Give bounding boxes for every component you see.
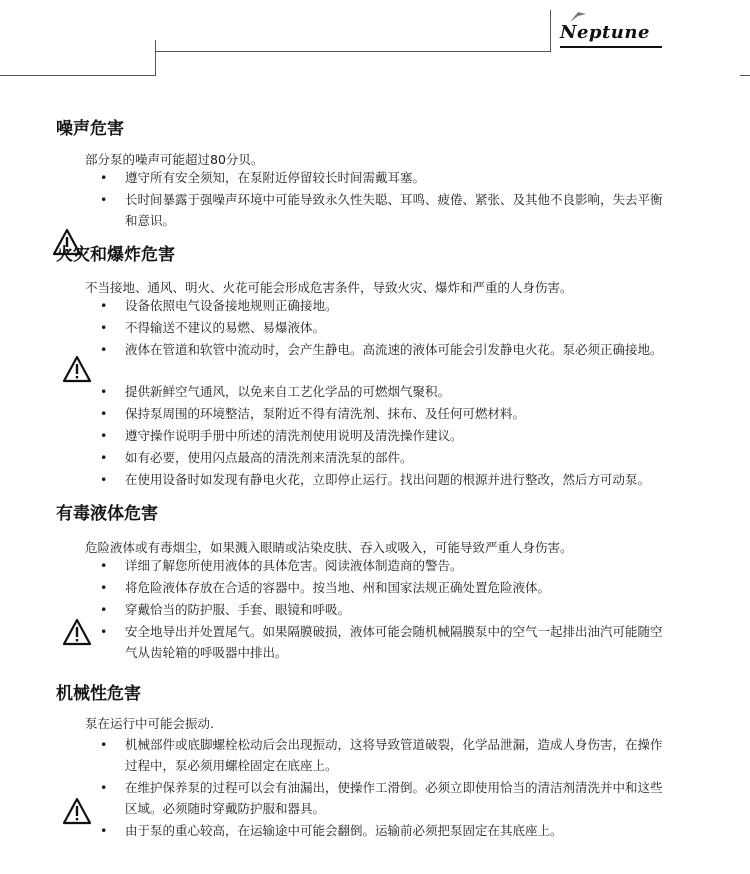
list-item: • 在使用设备时如发现有静电火花，立即停止运行。找出问题的根源并进行整改，然后方可动泵。: [100, 469, 670, 490]
list-item: • 机械部件或底脚螺栓松动后会出现振动，这将导致管道破裂，化学品泄漏，造成人身伤害，在操作过程中，泵必须用螺栓固定在底座上。: [100, 734, 670, 776]
list-item: • 保持泵周围的环境整洁，泵附近不得有清洗剂、抹布、及任何可燃材料。: [100, 403, 670, 424]
list-item: • 液体在管道和软管中流动时，会产生静电。高流速的液体可能会引发静电火花。泵必须正确接地。: [100, 339, 670, 360]
section-title-mechanical: 机械性危害: [56, 684, 141, 704]
bullet-dot: •: [100, 320, 108, 335]
list-item: • 由于泵的重心较高，在运输途中可能会翻倒。运输前必须把泵固定在其底座上。: [100, 820, 670, 841]
brand-logo: Neptune: [560, 22, 650, 43]
bullet-dot: •: [100, 342, 108, 357]
bullet-dot: •: [100, 780, 108, 795]
bullet-dot: •: [100, 823, 108, 838]
list-item: • 不得输送不建议的易燃、易爆液体。: [100, 317, 670, 338]
bullet-dot: •: [100, 602, 108, 617]
list-item: • 提供新鲜空气通风，以免来自工艺化学品的可燃烟气聚积。: [100, 381, 670, 402]
warning-triangle-icon: [62, 618, 92, 646]
section-intro-noise: 部分泵的噪声可能超过80分贝。: [85, 152, 264, 167]
list-item: • 长时间暴露于强噪声环境中可能导致永久性失聪、耳鸣、疲倦、紧张、及其他不良影响，失去平衡和意识。: [100, 189, 670, 231]
list-item: • 遵守所有安全须知，在泵附近停留较长时间需戴耳塞。: [100, 167, 670, 188]
bullet-dot: •: [100, 558, 108, 573]
header-rule-divider-right: [550, 10, 551, 52]
bullet-dot: •: [100, 406, 108, 421]
bullet-dot: •: [100, 192, 108, 207]
list-item: • 在维护保养泵的过程可以会有油漏出，使操作工滑倒。必须立即使用恰当的清洁剂清洗并中和这些区域。必须随时穿戴防护服和器具。: [100, 777, 670, 819]
bullet-dot: •: [100, 170, 108, 185]
section-intro-toxic: 危险液体或有毒烟尘，如果溅入眼睛或沾染皮肤、吞入或吸入，可能导致严重人身伤害。: [85, 540, 573, 555]
list-item: • 如有必要，使用闪点最高的清洗剂来清洗泵的部件。: [100, 447, 670, 468]
section-title-toxic: 有毒液体危害: [56, 504, 158, 524]
list-item: • 详细了解您所使用液体的具体危害。阅读液体制造商的警告。: [100, 555, 670, 576]
warning-triangle-icon: [62, 355, 92, 383]
header-rule-divider: [155, 40, 156, 76]
list-item: • 穿戴恰当的防护服、手套、眼镜和呼吸。: [100, 599, 670, 620]
logo-underline: [560, 46, 662, 48]
section-title-fire: 火灾和爆炸危害: [56, 245, 175, 265]
bullet-dot: •: [100, 737, 108, 752]
list-item: • 将危险液体存放在合适的容器中。按当地、州和国家法规正确处置危险液体。: [100, 577, 670, 598]
header-rule-left: [0, 75, 155, 76]
bullet-dot: •: [100, 472, 108, 487]
bullet-dot: •: [100, 580, 108, 595]
bullet-dot: •: [100, 450, 108, 465]
bullet-dot: •: [100, 384, 108, 399]
section-intro-mechanical: 泵在运行中可能会振动.: [85, 716, 214, 731]
bullet-dot: •: [100, 624, 108, 639]
list-item: • 安全地导出并处置尾气。如果隔膜破损，液体可能会随机械隔膜泵中的空气一起排出油汽可能随空气从齿轮箱的呼吸器中排出。: [100, 621, 670, 663]
warning-triangle-icon: [62, 797, 92, 825]
section-title-noise: 噪声危害: [56, 119, 124, 139]
bullet-dot: •: [100, 298, 108, 313]
list-item: • 遵守操作说明手册中所述的清洗剂使用说明及清洗操作建议。: [100, 425, 670, 446]
bullet-dot: •: [100, 428, 108, 443]
section-intro-fire: 不当接地、通风、明火、火花可能会形成危害条件，导致火灾、爆炸和严重的人身伤害。: [85, 280, 573, 295]
header-rule-middle: [155, 51, 550, 52]
list-item: • 设备依照电气设备接地规则正确接地。: [100, 295, 670, 316]
header-rule-tick: [740, 75, 750, 76]
